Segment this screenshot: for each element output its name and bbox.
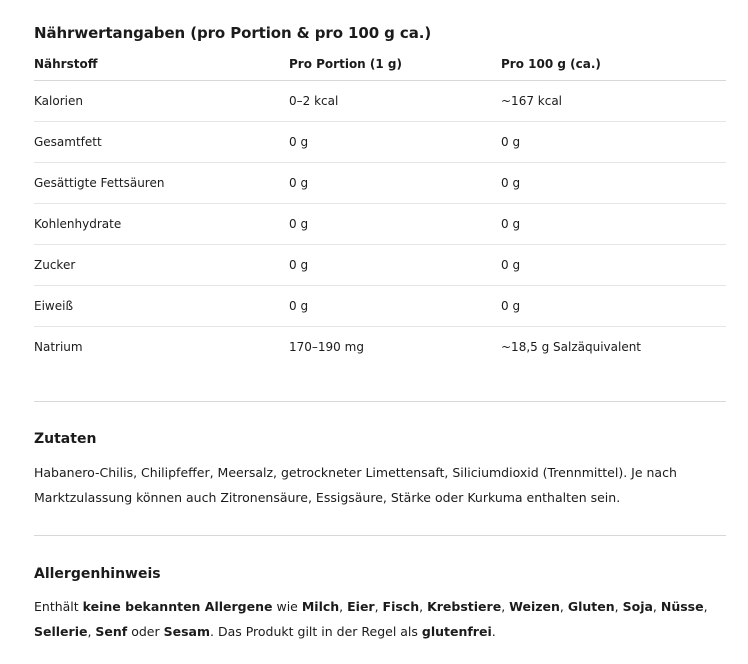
cell-nutrient: Kohlenhydrate (34, 217, 122, 231)
allergen-text-segment: Enthält (34, 599, 83, 614)
cell-per-100g: 0 g (501, 258, 521, 272)
nutrition-table (34, 51, 726, 367)
cell-nutrient: Gesättigte Fettsäuren (34, 176, 165, 190)
cell-per-100g: ~18,5 g Salzäquivalent (501, 340, 642, 354)
allergen-text-segment: , (614, 599, 623, 614)
cell-nutrient: Eiweiß (34, 299, 74, 313)
allergens-title: Allergenhinweis (34, 566, 161, 582)
allergen-emphasis: keine bekannten Allergene (82, 599, 273, 614)
cell-nutrient: Gesamtfett (34, 135, 102, 149)
cell-per-100g: 0 g (501, 299, 521, 313)
header-per-portion: Pro Portion (1 g) (289, 57, 402, 71)
allergen-celery: Sellerie (34, 624, 88, 639)
header-per-100g: Pro 100 g (ca.) (501, 57, 601, 71)
allergen-fish: Fisch (382, 599, 420, 614)
section-divider (34, 535, 726, 536)
allergen-sesame: Sesam (163, 624, 210, 639)
table-row (34, 327, 726, 367)
table-row (34, 286, 726, 327)
table-row (34, 245, 726, 286)
allergen-milk: Milch (301, 599, 340, 614)
allergen-text-segment: oder (127, 624, 164, 639)
allergen-text-segment: . Das Produkt gilt in der Regel als (210, 624, 422, 639)
allergen-text-segment: , (501, 599, 510, 614)
allergen-soy: Soja (622, 599, 653, 614)
allergen-crustaceans: Krebstiere (427, 599, 502, 614)
cell-per-portion: 0 g (289, 258, 309, 272)
allergen-mustard: Senf (95, 624, 128, 639)
table-header-row (34, 51, 726, 81)
allergen-text-segment: , (87, 624, 96, 639)
cell-per-100g: 0 g (501, 135, 521, 149)
allergen-text-segment: . (491, 624, 496, 639)
allergen-eggs: Eier (347, 599, 375, 614)
header-nutrient: Nährstoff (34, 57, 98, 71)
table-row (34, 163, 726, 204)
ingredients-text: Habanero-Chilis, Chilipfeffer, Meersalz, getrockneter Limettensaft, Siliciumdioxid (Trennmittel). Je nach Marktzulassung können auch Zitronensäure, Essigsäure, Stärke oder Kurkuma enthalten sein. (34, 465, 677, 505)
cell-per-portion: 0 g (289, 299, 309, 313)
section-divider (34, 401, 726, 402)
allergen-wheat: Weizen (509, 599, 560, 614)
cell-per-portion: 0–2 kcal (289, 94, 339, 108)
allergen-gluten: Gluten (567, 599, 615, 614)
allergen-text-segment: , (559, 599, 568, 614)
allergen-text-segment: , (419, 599, 428, 614)
cell-nutrient: Zucker (34, 258, 76, 272)
allergen-text-segment: , (339, 599, 348, 614)
allergen-nuts: Nüsse (660, 599, 704, 614)
cell-nutrient: Natrium (34, 340, 83, 354)
cell-per-100g: 0 g (501, 176, 521, 190)
nutrition-title: Nährwertangaben (pro Portion & pro 100 g ca.) (34, 24, 432, 42)
allergen-text-segment: , (703, 599, 708, 614)
cell-nutrient: Kalorien (34, 94, 83, 108)
allergen-text-segment: wie (272, 599, 302, 614)
cell-per-100g: 0 g (501, 217, 521, 231)
allergen-text-segment: , (652, 599, 661, 614)
table-row (34, 204, 726, 245)
table-row (34, 122, 726, 163)
ingredients-title: Zutaten (34, 431, 97, 447)
cell-per-100g: ~167 kcal (501, 94, 563, 108)
allergens-text (34, 594, 730, 644)
gluten-free-label: glutenfrei (421, 624, 492, 639)
cell-per-portion: 0 g (289, 135, 309, 149)
cell-per-portion: 0 g (289, 217, 309, 231)
cell-per-portion: 170–190 mg (289, 340, 364, 354)
table-row (34, 81, 726, 122)
allergen-text-segment: , (374, 599, 383, 614)
cell-per-portion: 0 g (289, 176, 309, 190)
